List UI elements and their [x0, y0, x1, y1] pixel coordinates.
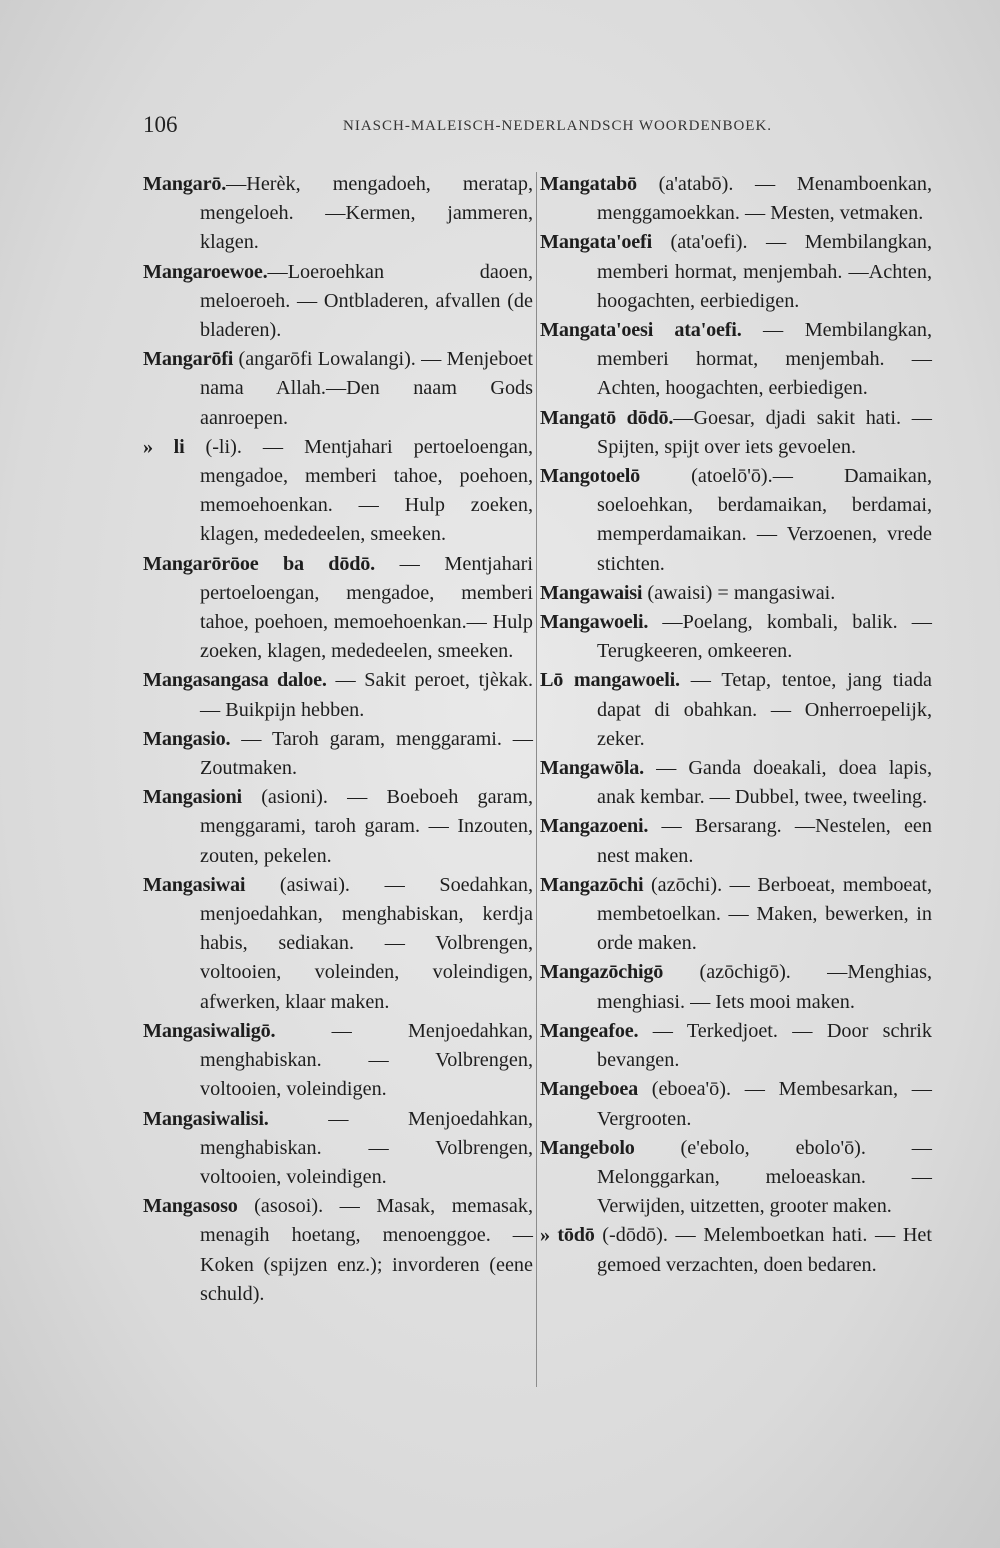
headword: Mangeafoe.: [540, 1019, 639, 1042]
dictionary-subentry: [540, 666, 932, 754]
dictionary-entry: [540, 812, 932, 870]
definition: — Terkedjoet. — Door schrik bevangen.: [597, 1019, 932, 1072]
definition: (asosoi). — Masak, memasak, menagih hoetang, menoenggoe. —Koken (spijzen enz.); invorderen (eene schuld).: [200, 1195, 533, 1305]
dictionary-entry: [540, 754, 932, 812]
definition: — Sakit peroet, tjèkak. — Buikpijn hebben.: [200, 669, 534, 721]
headword: Mangasioni: [143, 786, 242, 809]
definition: (azōchi). — Berboeat, memboeat, membetoelkan. — Maken, bewerken, in orde maken.: [597, 873, 932, 955]
column-divider: [536, 172, 537, 1387]
headword: Mangasiwaligō.: [143, 1019, 276, 1042]
definition: (asiwai). — Soedahkan, menjoedahkan, menghabiskan, kerdja habis, sediakan. — Volbrengen, voltooien, voleinden, voleindigen, afwerken, klaar maken.: [200, 873, 533, 1013]
left-column: [143, 170, 533, 1309]
definition: (atoelō'ō).— Damaikan, soeloehkan, berdamaikan, berdamai, memperdamaikan. — Verzoenen, vrede stichten.: [597, 465, 932, 575]
headword: Mangatabō: [540, 173, 637, 195]
headword: Mangasangasa daloe.: [143, 669, 327, 692]
headword: Mangasio.: [143, 727, 231, 750]
definition: (-dōdō). — Melemboetkan hati. — Het gemoed verzachten, doen bedaren.: [594, 1224, 932, 1276]
dictionary-entry: [143, 1192, 533, 1309]
definition: —Goesar, djadi sakit hati. —Spijten, spijt over iets gevoelen.: [597, 406, 932, 458]
headword: Mangatō dōdō.: [540, 406, 674, 429]
definition: (ata'oefi). — Membilangkan, memberi hormat, menjembah. —Achten, hoogachten, eerbiedigen.: [597, 231, 932, 312]
dictionary-entry: [540, 228, 932, 316]
dictionary-entry: [143, 725, 533, 783]
page-number: 106: [143, 112, 178, 137]
headword: Mangata'oesi ata'oefi.: [540, 319, 742, 342]
headword: Mangarōfi: [143, 348, 234, 371]
dictionary-entry: [143, 666, 533, 724]
dictionary-entry: [143, 258, 533, 346]
page-header: [143, 112, 943, 142]
headword: Mangebolo: [540, 1136, 635, 1159]
definition: — Mentjahari pertoeloengan, mengadoe, memberi tahoe, poehoen, memoehoenkan.— Hulp zoeken, klagen, mededeelen, smeeken.: [200, 552, 533, 663]
headword: Lō mangawoeli.: [540, 669, 680, 692]
dictionary-entry: [540, 871, 932, 959]
definition: (asioni). — Boeboeh garam, menggarami, taroh garam. — Inzouten, zouten, pekelen.: [200, 786, 533, 867]
dictionary-entry: [143, 871, 533, 1017]
right-column: [540, 170, 932, 1280]
dictionary-entry: [540, 1075, 932, 1133]
definition: — Ganda doeakali, doea lapis, anak kembar. — Dubbel, twee, tweeling.: [597, 757, 932, 809]
dictionary-entry: [540, 1017, 932, 1075]
dictionary-entry: [540, 462, 932, 579]
headword: Mangata'oefi: [540, 231, 652, 254]
dictionary-entry: [540, 404, 932, 462]
definition: — Bersarang. —Nestelen, een nest maken.: [597, 815, 932, 867]
headword: Mangawōla.: [540, 757, 644, 780]
definition: (eboea'ō). — Membesarkan, — Vergrooten.: [597, 1078, 932, 1130]
headword: Mangazōchigō: [540, 961, 664, 984]
headword: Mangarō.: [143, 173, 227, 195]
running-title: NIASCH-MALEISCH-NEDERLANDSCH WOORDENBOEK.: [343, 118, 773, 134]
headword: » tōdō: [540, 1224, 595, 1247]
headword: Mangazōchi: [540, 873, 644, 896]
headword: » li: [143, 435, 185, 458]
dictionary-entry: [540, 958, 932, 1016]
headword: Mangarōrōoe ba dōdō.: [143, 552, 375, 575]
definition: —Poelang, kombali, balik. —Terugkeeren, omkeeren.: [597, 611, 932, 663]
dictionary-entry: [143, 550, 533, 667]
dictionary-entry: [540, 579, 932, 608]
definition: — Menjoedahkan, menghabiskan. — Volbrengen, voltooien, voleindigen.: [200, 1019, 533, 1101]
dictionary-entry: [143, 1105, 533, 1193]
definition: (awaisi) = mangasiwai.: [642, 581, 836, 604]
dictionary-entry: [143, 1017, 533, 1105]
dictionary-entry: [540, 170, 932, 228]
dictionary-entry: [143, 170, 533, 258]
definition: — Taroh garam, menggarami. — Zoutmaken.: [200, 727, 533, 780]
dictionary-entry: [143, 345, 533, 433]
headword: Mangasiwai: [143, 873, 246, 896]
definition: (a'atabō). — Menamboenkan, menggamoekkan. — Mesten, vetmaken.: [597, 173, 932, 225]
headword: Mangawaisi: [540, 581, 643, 604]
definition: —Herèk, mengadoeh, meratap, mengeloeh. —Kermen, jammeren, klagen.: [200, 173, 533, 254]
dictionary-entry: [540, 1134, 932, 1222]
headword: Mangawoeli.: [540, 611, 649, 634]
dictionary-entry: [540, 608, 932, 666]
dictionary-subentry: [143, 433, 533, 550]
definition: (angarōfi Lowalangi). — Menjeboet nama Allah.—Den naam Gods aanroepen.: [200, 348, 533, 429]
definition: — Menjoedahkan, menghabiskan. — Volbrengen, voltooien, voleindigen.: [200, 1107, 533, 1188]
definition: (azōchigō). —Menghias, menghiasi. — Iets mooi maken.: [597, 961, 932, 1013]
dictionary-entry: [143, 783, 533, 871]
definition: — Tetap, tentoe, jang tiada dapat di obahkan. — Onherroepelijk, zeker.: [597, 669, 932, 750]
definition: —Loeroehkan daoen, meloeroeh. — Ontbladeren, afvallen (de bladeren).: [200, 260, 533, 342]
headword: Mangazoeni.: [540, 815, 649, 838]
headword: Mangaroewoe.: [143, 260, 268, 283]
headword: Mangasiwalisi.: [143, 1107, 269, 1130]
dictionary-subentry: [540, 1221, 932, 1279]
definition: — Membilangkan, memberi hormat, menjembah. — Achten, hoogachten, eerbiedigen.: [597, 319, 932, 400]
dictionary-entry: [540, 316, 932, 404]
definition: (-li). — Mentjahari pertoeloengan, mengadoe, memberi tahoe, poehoen, memoehoenkan. — Hulp zoeken, klagen, mededeelen, smeeken.: [184, 435, 534, 546]
headword: Mangasoso: [143, 1195, 238, 1218]
definition: (e'ebolo, ebolo'ō). — Melonggarkan, meloeaskan. — Verwijden, uitzetten, grooter maken.: [597, 1136, 932, 1218]
headword: Mangeboea: [540, 1078, 639, 1101]
headword: Mangotoelō: [540, 465, 641, 488]
